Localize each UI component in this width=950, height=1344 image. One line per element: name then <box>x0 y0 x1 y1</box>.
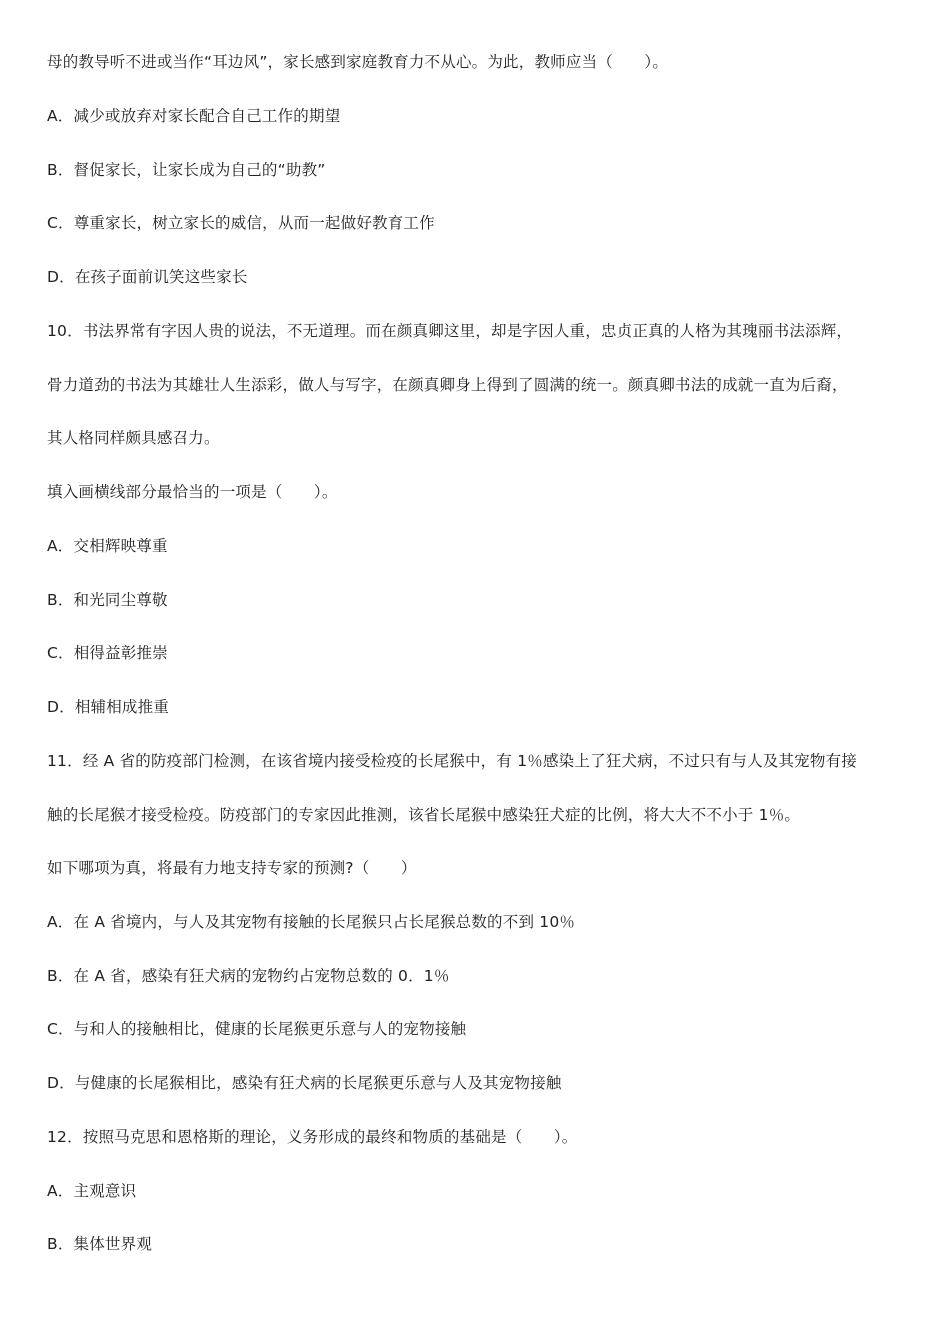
question-11-stem-line-1: 11．经 A 省的防疫部门检测，在该省境内接受检疫的长尾猴中，有 1％感染上了狂犬病，不过只有与人及其宠物有接 <box>47 752 857 770</box>
question-10-option-a: A．交相辉映尊重 <box>47 537 168 555</box>
question-10-option-d: D．相辅相成推重 <box>47 698 170 716</box>
question-10-prompt: 填入画横线部分最恰当的一项是（ ）。 <box>47 483 338 501</box>
question-11-option-c: C．与和人的接触相比，健康的长尾猴更乐意与人的宠物接触 <box>47 1020 467 1038</box>
question-9-option-a: A．减少或放弃对家长配合自己工作的期望 <box>47 107 341 125</box>
question-9-option-c: C．尊重家长，树立家长的威信，从而一起做好教育工作 <box>47 214 435 232</box>
question-9-stem-tail: 母的教导听不进或当作“耳边风”，家长感到家庭教育力不从心。为此，教师应当（ ）。 <box>47 53 669 71</box>
question-11-prompt: 如下哪项为真，将最有力地支持专家的预测?（ ） <box>47 859 417 877</box>
question-11-option-b: B．在 A 省，感染有狂犬病的宠物约占宠物总数的 0．1％ <box>47 967 450 985</box>
question-12-option-a: A．主观意识 <box>47 1182 137 1200</box>
question-9-option-b: B．督促家长，让家长成为自己的“助教” <box>47 161 326 179</box>
question-10-stem-line-1: 10．书法界常有字因人贵的说法，不无道理。而在颜真卿这里，却是字因人重，忠贞正真的人格为其瑰丽书法添辉， <box>47 322 853 340</box>
question-11-option-d: D．与健康的长尾猴相比，感染有狂犬病的长尾猴更乐意与人及其宠物接触 <box>47 1074 562 1092</box>
question-10-stem-line-3: 其人格同样颇具感召力。 <box>47 429 220 447</box>
question-10-option-c: C．相得益彰推崇 <box>47 644 168 662</box>
question-10-option-b: B．和光同尘尊敬 <box>47 591 168 609</box>
question-12-stem: 12．按照马克思和恩格斯的理论，义务形成的最终和物质的基础是（ ）。 <box>47 1128 578 1146</box>
question-9-option-d: D．在孩子面前讥笑这些家长 <box>47 268 248 286</box>
question-11-stem-line-2: 触的长尾猴才接受检疫。防疫部门的专家因此推测，该省长尾猴中感染狂犬症的比例，将大大不不小于 1％。 <box>47 806 801 824</box>
question-12-option-b: B．集体世界观 <box>47 1235 153 1253</box>
question-10-stem-line-2: 骨力道劲的书法为其雄壮人生添彩，做人与写字，在颜真卿身上得到了圆满的统一。颜真卿书法的成就一直为后裔， <box>47 376 848 394</box>
question-11-option-a: A．在 A 省境内，与人及其宠物有接触的长尾猴只占长尾猴总数的不到 10％ <box>47 913 576 931</box>
